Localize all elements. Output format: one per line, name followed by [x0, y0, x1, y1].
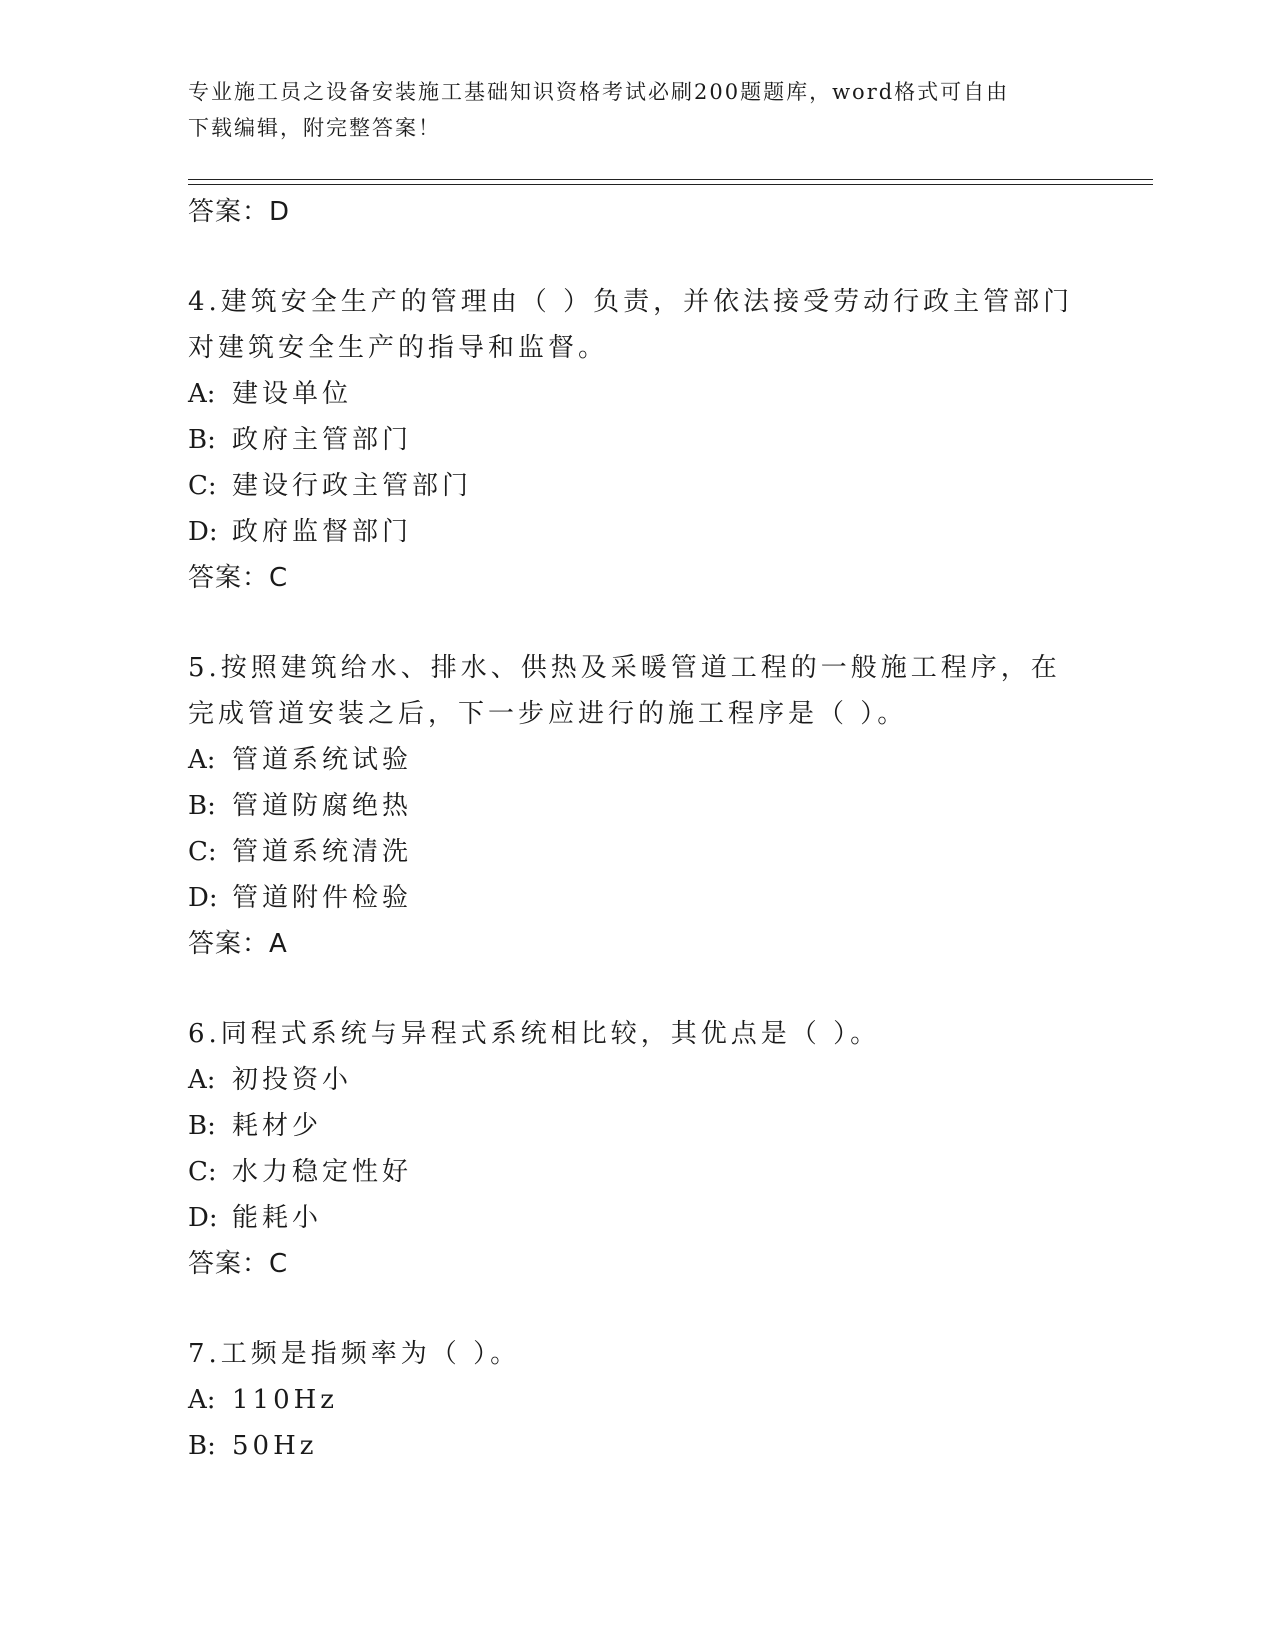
option-b	[188, 417, 1088, 463]
option-letter: B:	[188, 791, 216, 821]
option-a	[188, 1377, 1088, 1423]
option-text: 能耗小	[232, 1203, 323, 1233]
question-text: 4.建筑安全生产的管理由（ ）负责，并依法接受劳动行政主管部门对建筑安全生产的指导和监督。	[188, 287, 1074, 363]
option-text: 110Hz	[232, 1385, 338, 1415]
option-text: 建设单位	[232, 379, 353, 409]
option-letter: B:	[188, 425, 216, 455]
option-b	[188, 1103, 1088, 1149]
option-c	[188, 829, 1088, 875]
option-letter: A:	[188, 1065, 216, 1095]
question-5	[188, 645, 1088, 967]
option-b	[188, 1423, 1088, 1469]
option-c	[188, 1149, 1088, 1195]
question-answer: 答案：C	[188, 563, 289, 593]
question-text: 5.按照建筑给水、排水、供热及采暖管道工程的一般施工程序，在完成管道安装之后，下一步应进行的施工程序是（ ）。	[188, 653, 1061, 729]
option-letter: A:	[188, 745, 216, 775]
option-letter: B:	[188, 1431, 216, 1461]
option-text: 水力稳定性好	[232, 1157, 413, 1187]
option-letter: C:	[188, 1157, 217, 1187]
option-letter: A:	[188, 1385, 216, 1415]
option-b	[188, 783, 1088, 829]
header-rule-top	[188, 179, 1153, 180]
question-4	[188, 279, 1088, 601]
option-letter: D:	[188, 1203, 218, 1233]
option-a	[188, 737, 1088, 783]
question-text: 7.工频是指频率为（ ）。	[188, 1339, 521, 1369]
option-text: 初投资小	[232, 1065, 353, 1095]
option-a	[188, 371, 1088, 417]
option-text: 管道附件检验	[232, 883, 413, 913]
header-line-1: 专业施工员之设备安装施工基础知识资格考试必刷200题题库，word格式可自由	[188, 80, 1010, 104]
question-answer: 答案：A	[188, 929, 288, 959]
option-letter: D:	[188, 883, 218, 913]
option-text: 政府监督部门	[232, 517, 413, 547]
header-line-2: 下载编辑，附完整答案！	[188, 116, 441, 140]
option-letter: A:	[188, 379, 216, 409]
option-d	[188, 1195, 1088, 1241]
question-7	[188, 1331, 1088, 1469]
document-header	[188, 74, 1088, 146]
option-a	[188, 1057, 1088, 1103]
option-letter: B:	[188, 1111, 216, 1141]
option-letter: C:	[188, 471, 217, 501]
option-text: 政府主管部门	[232, 425, 413, 455]
option-d	[188, 875, 1088, 921]
option-text: 建设行政主管部门	[232, 471, 473, 501]
option-letter: D:	[188, 517, 218, 547]
option-letter: C:	[188, 837, 217, 867]
option-text: 50Hz	[232, 1431, 318, 1461]
option-text: 管道防腐绝热	[232, 791, 413, 821]
header-rule-bottom	[188, 184, 1153, 185]
option-text: 管道系统试验	[232, 745, 413, 775]
option-c	[188, 463, 1088, 509]
question-answer: 答案：C	[188, 1249, 289, 1279]
option-d	[188, 509, 1088, 555]
option-text: 耗材少	[232, 1111, 323, 1141]
question-6	[188, 1011, 1088, 1287]
question-list	[188, 190, 1088, 1469]
option-text: 管道系统清洗	[232, 837, 413, 867]
previous-answer: 答案：D	[188, 197, 291, 227]
question-text: 6.同程式系统与异程式系统相比较，其优点是（ ）。	[188, 1019, 881, 1049]
